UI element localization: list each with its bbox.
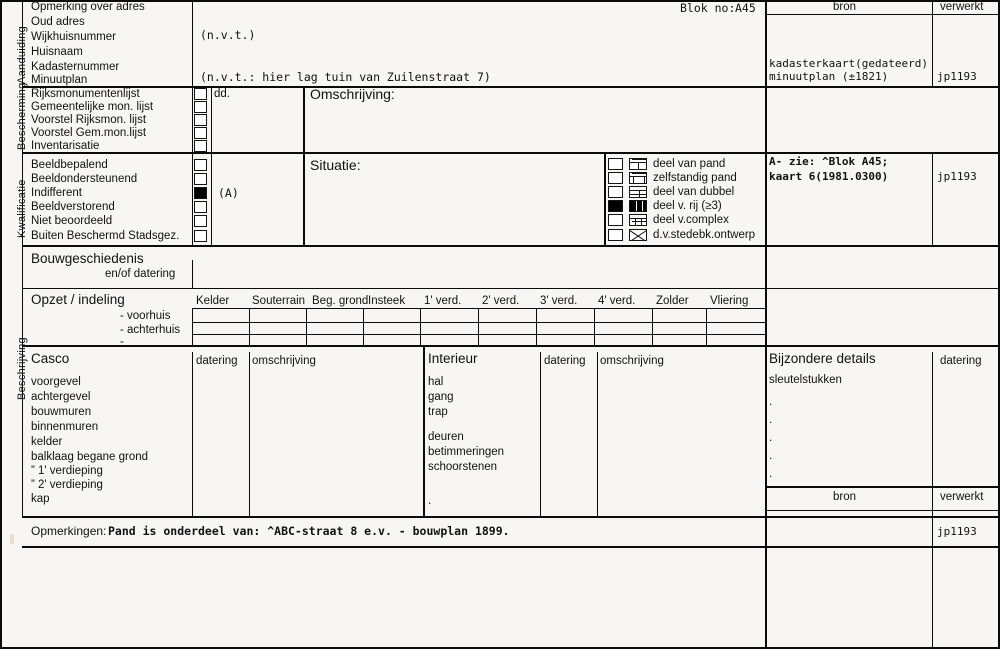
rule-bescherming-bottom [22,152,998,154]
checkbox-beeldondersteunend[interactable] [194,173,207,185]
casco-row-voorgevel: voorgevel [31,376,81,388]
rule-aanduiding-bottom [22,86,998,88]
bijzondere-title: Bijzondere details [769,351,876,366]
opmerkingen-label: Opmerkingen: [31,524,107,538]
rule-bouwgeschiedenis-bottom [22,288,998,289]
opzet-row-label-achterhuis: - achterhuis [120,324,181,336]
opzet-col-4-verd: 4' verd. [598,295,636,307]
verwerkt-header-2: verwerkt [940,491,984,503]
field-label-voorstel-rijksmonlijst: Voorstel Rijksmon. lijst [31,114,147,126]
rule-opzet-v4 [420,308,421,345]
rule-bottom-verwerkt-col [932,546,933,647]
rule-aanduiding-labelcol [192,0,193,86]
rule-casco-bottom [22,516,998,518]
interieur-col-omschrijving: omschrijving [600,355,664,367]
casco-row-bouwmuren: bouwmuren [31,406,92,418]
opzet-col-beg-grond: Beg. grond [312,295,369,307]
casco-row-binnenmuren: binnenmuren [31,421,99,433]
rule-bron2-top [765,486,998,488]
bijzondere-row-dot-2: . [769,412,773,426]
pictogram-deel-van-pand [629,158,647,170]
rule-verwerkt-col [932,14,933,86]
field-label-oud-adres: Oud adres [31,16,85,28]
interieur-row-schoorstenen: schoorstenen [428,461,498,473]
checkbox-beeldverstorend[interactable] [194,201,207,213]
casco-row-balklaag-1-verdieping: ” 1' verdieping [31,465,103,477]
checkbox-inventarisatie[interactable] [194,140,207,152]
rule-opzet-v2 [306,308,307,345]
pictogram-deel-van-dubbel [629,186,647,198]
rule-situatie-left [604,152,606,245]
field-label-inventarisatie: Inventarisatie [31,140,100,152]
section-label-bescherming: Bescherming [16,82,28,150]
checkbox-buiten-beschermd-stadsgez[interactable] [194,230,207,242]
field-label-rijksmonumentenlijst: Rijksmonumentenlijst [31,88,140,100]
field-label-wijkhuisnummer: Wijkhuisnummer [31,31,116,43]
opzet-col-zolder: Zolder [656,295,689,307]
rule-casco-v2 [249,352,250,516]
pictogram-dv-stedebk-ontwerp [629,229,647,241]
kwalificatie-suffix-indifferent: (A) [218,186,239,200]
kwalificatie-note-line2[interactable]: kaart 6(1981.0300) [769,170,889,183]
rule-kwalificatie-labelcol [192,152,193,245]
field-label-beeldbepalend: Beeldbepalend [31,159,108,171]
checkbox-deel-van-pand[interactable] [608,158,623,170]
casco-row-kap: kap [31,493,50,505]
opzet-col-insteek: Insteek [368,295,406,307]
rule-bescherming-labelcol [192,86,193,152]
opzet-col-1-verd: 1' verd. [424,295,462,307]
rule-bijzondere-v1 [932,352,933,486]
verwerkt-header: verwerkt [940,1,984,13]
opzet-col-3-verd: 3' verd. [540,295,578,307]
checkbox-gemeentelijke-monlijst[interactable] [194,101,207,113]
field-label-huisnaam: Huisnaam [31,46,83,58]
opmerkingen-value[interactable]: Pand is onderdeel van: ^ABC-straat 8 e.v. - bouwplan 1899. [108,524,510,538]
bijzondere-row-sleutelstukken: sleutelstukken [769,374,842,386]
field-label-minuutplan: Minuutplan [31,74,88,86]
checkbox-deel-van-dubbel[interactable] [608,186,623,198]
rule-kwalificatie-checkcol [211,152,212,245]
bron-header: bron [833,1,857,13]
rule-omschrijving-left [303,86,305,245]
checkbox-deel-v-complex[interactable] [608,214,623,226]
interieur-row-dot: . [428,493,432,507]
rule-opzet-bottom [22,345,998,347]
casco-row-kelder: kelder [31,436,63,448]
field-label-indifferent: Indifferent [31,187,82,199]
rule-interieur-v1 [540,352,541,516]
checkbox-voorstel-gemmonlijst[interactable] [194,127,207,139]
checkbox-dv-stedebk-ontwerp[interactable] [608,229,623,241]
section-label-aanduiding: Aanduiding [16,25,28,84]
opzet-col-souterrain: Souterrain [252,295,306,307]
rule-verwerkt-col-kwalificatie [932,152,933,245]
dd-label: dd. [214,88,230,100]
rule-opzet-v7 [594,308,595,345]
rule-bottom-bron-col [765,546,767,647]
bron-value-line1[interactable]: kadasterkaart(gedateerd) [769,57,928,70]
rule-bron-col-right-top [932,0,933,14]
rule-left-outer [0,0,2,649]
kwalificatie-note-line1[interactable]: A- zie: ^Blok A45; [769,155,889,168]
casco-col-omschrijving: omschrijving [252,355,316,367]
situatie-option-label-0: deel van pand [653,158,726,170]
opzet-col-kelder: Kelder [196,295,230,307]
rule-kwalificatie-bottom [22,245,998,247]
rule-opzet-v6 [536,308,537,345]
verwerkt-value-aanduiding[interactable]: jp1193 [937,70,977,83]
verwerkt-value-opmerkingen[interactable]: jp1193 [937,525,977,538]
interieur-row-betimmeringen: betimmeringen [428,446,505,458]
field-label-opmerking-over-adres: Opmerking over adres [31,1,145,13]
situatie-option-label-3: deel v. rij (≥3) [653,200,722,212]
field-label-voorstel-gemmonlijst: Voorstel Gem.mon.lijst [31,127,147,139]
casco-row-achtergevel: achtergevel [31,391,91,403]
omschrijving-heading: Omschrijving: [310,86,395,102]
pictogram-deel-v-rij [629,200,647,212]
field-label-beeldondersteunend: Beeldondersteunend [31,173,138,185]
rule-opzet-v0 [192,308,193,345]
field-value-minuutplan[interactable]: (n.v.t.: hier lag tuin van Zuilenstraat 7) [200,70,491,84]
bijzondere-row-dot-4: . [769,448,773,462]
opzet-row-label-voorhuis: - voorhuis [120,310,171,322]
rule-opzet-v8 [652,308,653,345]
opzet-title: Opzet / indeling [31,292,125,307]
opzet-row-label-extra: - [120,336,124,348]
section-label-beschrijving: Beschrijving [16,337,28,400]
checkbox-voorstel-rijksmonlijst[interactable] [194,114,207,126]
casco-col-datering: datering [196,355,238,367]
field-label-niet-beoordeeld: Niet beoordeeld [31,215,113,227]
situatie-heading: Situatie: [310,157,361,173]
checkbox-indifferent[interactable] [194,187,207,199]
verwerkt-value-kwalificatie[interactable]: jp1193 [937,170,977,183]
pictogram-deel-v-complex [629,214,647,226]
rule-opzet-v10 [765,308,766,345]
field-label-beeldverstorend: Beeldverstorend [31,201,115,213]
interieur-row-trap: trap [428,406,448,418]
interieur-row-deuren: deuren [428,431,464,443]
rule-bron2-bottom [765,510,998,511]
section-label-kwalificatie: Kwalificatie [16,179,28,238]
bouwgeschiedenis-title: Bouwgeschiedenis [31,251,144,266]
rule-opzet-v3 [363,308,364,345]
interieur-row-hal: hal [428,376,444,388]
interieur-col-datering: datering [544,355,586,367]
checkbox-rijksmonumentenlijst[interactable] [194,88,207,100]
bouwgeschiedenis-subtitle: en/of datering [105,268,176,280]
casco-row-balklaag-2-verdieping: ” 2' verdieping [31,479,103,491]
bijzondere-row-dot-5: . [769,466,773,480]
rule-bron2-mid [932,486,933,546]
rule-opmerkingen-bottom [22,546,998,548]
checkbox-deel-v-rij[interactable] [608,200,623,212]
rule-opzet-v1 [249,308,250,345]
scan-artifact [10,534,14,544]
casco-row-balklaag-begane-grond: balklaag begane grond [31,451,149,463]
rule-bouwgeschiedenis-col [192,260,193,288]
field-label-kadasternummer: Kadasternummer [31,61,120,73]
checkbox-beeldbepalend[interactable] [194,159,207,171]
bijzondere-row-dot-3: . [769,430,773,444]
field-label-buiten-beschermd-stadsgez: Buiten Beschermd Stadsgez. [31,230,180,242]
bron-header-2: bron [833,491,857,503]
interieur-row-gang: gang [428,391,454,403]
rule-interieur-v2 [597,352,598,516]
situatie-option-label-4: deel v.complex [653,214,729,226]
bron-value-line2[interactable]: minuutplan (±1821) [769,70,889,83]
casco-title: Casco [31,351,70,366]
rule-interieur-left [423,345,425,516]
situatie-option-label-2: deel van dubbel [653,186,735,198]
field-value-wijkhuisnummer[interactable]: (n.v.t.) [200,28,256,42]
rule-bron-header-bottom [765,14,998,15]
blok-label: Blok no: [680,1,736,15]
situatie-option-label-1: zelfstandig pand [653,172,737,184]
rule-casco-v1 [192,352,193,516]
opzet-col-2-verd: 2' verd. [482,295,520,307]
situatie-option-label-5: d.v.stedebk.ontwerp [653,229,756,241]
bijzondere-col-datering: datering [940,355,982,367]
checkbox-niet-beoordeeld[interactable] [194,215,207,227]
rule-bescherming-checkcol [211,86,212,152]
opzet-col-vliering: Vliering [710,295,749,307]
rule-opzet-v9 [706,308,707,345]
checkbox-zelfstandig-pand[interactable] [608,172,623,184]
field-label-gemeentelijke-monlijst: Gemeentelijke mon. lijst [31,101,154,113]
blok-value[interactable]: A45 [735,1,756,15]
rule-opzet-v5 [478,308,479,345]
interieur-title: Interieur [428,351,478,366]
bijzondere-row-dot-1: . [769,394,773,408]
pictogram-zelfstandig-pand [629,172,647,184]
rule-bron-col-left [765,0,767,546]
